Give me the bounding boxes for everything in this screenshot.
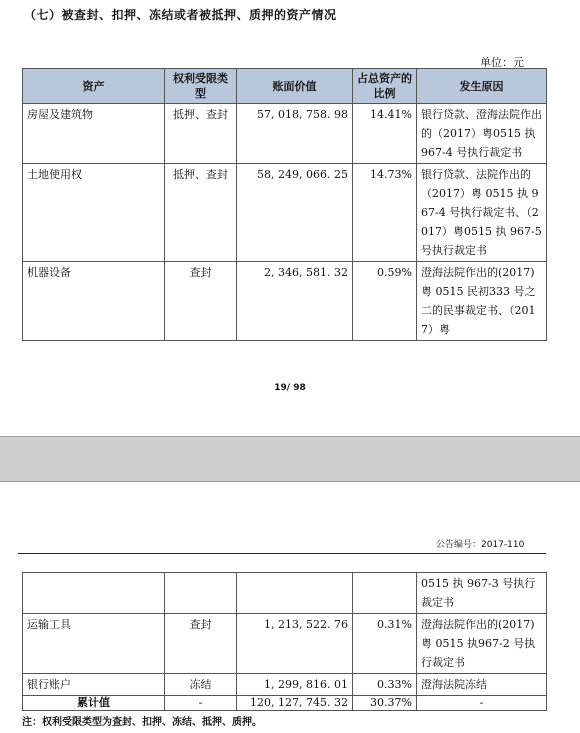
- cell-ratio: 0.31%: [353, 614, 417, 674]
- section-title: （七）被查封、扣押、冻结或者被抵押、质押的资产情况: [24, 8, 337, 22]
- col-header-ratio: 占总资产的比例: [353, 69, 417, 104]
- cell-ratio: 14.41%: [353, 104, 417, 164]
- cell-book-value: 2, 346, 581. 32: [237, 262, 353, 341]
- table-header-row: [23, 69, 547, 104]
- table-row: [23, 164, 547, 262]
- announcement-number: 公告编号：2017-110: [436, 540, 525, 550]
- cell-asset: 运输工具: [23, 614, 165, 674]
- cell-book-value: 1, 213, 522. 76: [237, 614, 353, 674]
- cell-asset: 机器设备: [23, 262, 165, 341]
- cell-reason: 澄海法院作出的(2017)粤 0515 民初333 号之二的民事裁定书、（2017）粤: [417, 262, 547, 341]
- cell-ratio: 0.59%: [353, 262, 417, 341]
- header-divider: [18, 553, 546, 554]
- total-row: [23, 696, 547, 711]
- table-row: [23, 262, 547, 341]
- col-header-asset: 资产: [23, 69, 165, 104]
- page-number: 19/ 98: [274, 383, 306, 393]
- document-page-2: [0, 482, 580, 733]
- total-book-value: 120, 127, 745. 32: [237, 696, 353, 711]
- cell-reason: 银行贷款、澄海法院作出的（2017）粤0515 执 967-4 号执行裁定书: [417, 104, 547, 164]
- cell-ratio: 14.73%: [353, 164, 417, 262]
- cell-ratio: 0.33%: [353, 674, 417, 696]
- cell-type: 查封: [165, 614, 237, 674]
- cell-asset: [23, 573, 165, 614]
- total-type: -: [165, 696, 237, 711]
- col-header-type: 权利受限类型: [165, 69, 237, 104]
- cell-ratio: [353, 573, 417, 614]
- cell-book-value: [237, 573, 353, 614]
- table-row: [23, 104, 547, 164]
- page-separator: [0, 436, 580, 482]
- table-row: [23, 573, 547, 614]
- cell-asset: 土地使用权: [23, 164, 165, 262]
- cell-book-value: 58, 249, 066. 25: [237, 164, 353, 262]
- col-header-book-value: 账面价值: [237, 69, 353, 104]
- cell-book-value: 57, 018, 758. 98: [237, 104, 353, 164]
- total-reason: -: [417, 696, 547, 711]
- cell-reason: 澄海法院作出的(2017)粤 0515 执967-2 号执行裁定书: [417, 614, 547, 674]
- total-ratio: 30.37%: [353, 696, 417, 711]
- table-row: [23, 614, 547, 674]
- cell-reason: 澄海法院冻结: [417, 674, 547, 696]
- cell-book-value: 1, 299, 816. 01: [237, 674, 353, 696]
- cell-type: 抵押、查封: [165, 104, 237, 164]
- restricted-assets-table: [22, 68, 547, 341]
- cell-type: [165, 573, 237, 614]
- restricted-assets-table-continued: [22, 572, 547, 711]
- cell-type: 冻结: [165, 674, 237, 696]
- cell-type: 抵押、查封: [165, 164, 237, 262]
- cell-asset: 房屋及建筑物: [23, 104, 165, 164]
- cell-type: 查封: [165, 262, 237, 341]
- cell-reason: 银行贷款、法院作出的（2017）粤 0515 执 967-4 号执行裁定书、（2017）粤0515 执 967-5 号执行裁定书: [417, 164, 547, 262]
- unit-label: 单位：元: [480, 56, 524, 69]
- col-header-reason: 发生原因: [417, 69, 547, 104]
- footnote: 注：权利受限类型为查封、扣押、冻结、抵押、质押。: [22, 717, 262, 728]
- cell-reason: 0515 执 967-3 号执行裁定书: [417, 573, 547, 614]
- cell-asset: 银行账户: [23, 674, 165, 696]
- total-label: 累计值: [23, 696, 165, 711]
- table-row: [23, 674, 547, 696]
